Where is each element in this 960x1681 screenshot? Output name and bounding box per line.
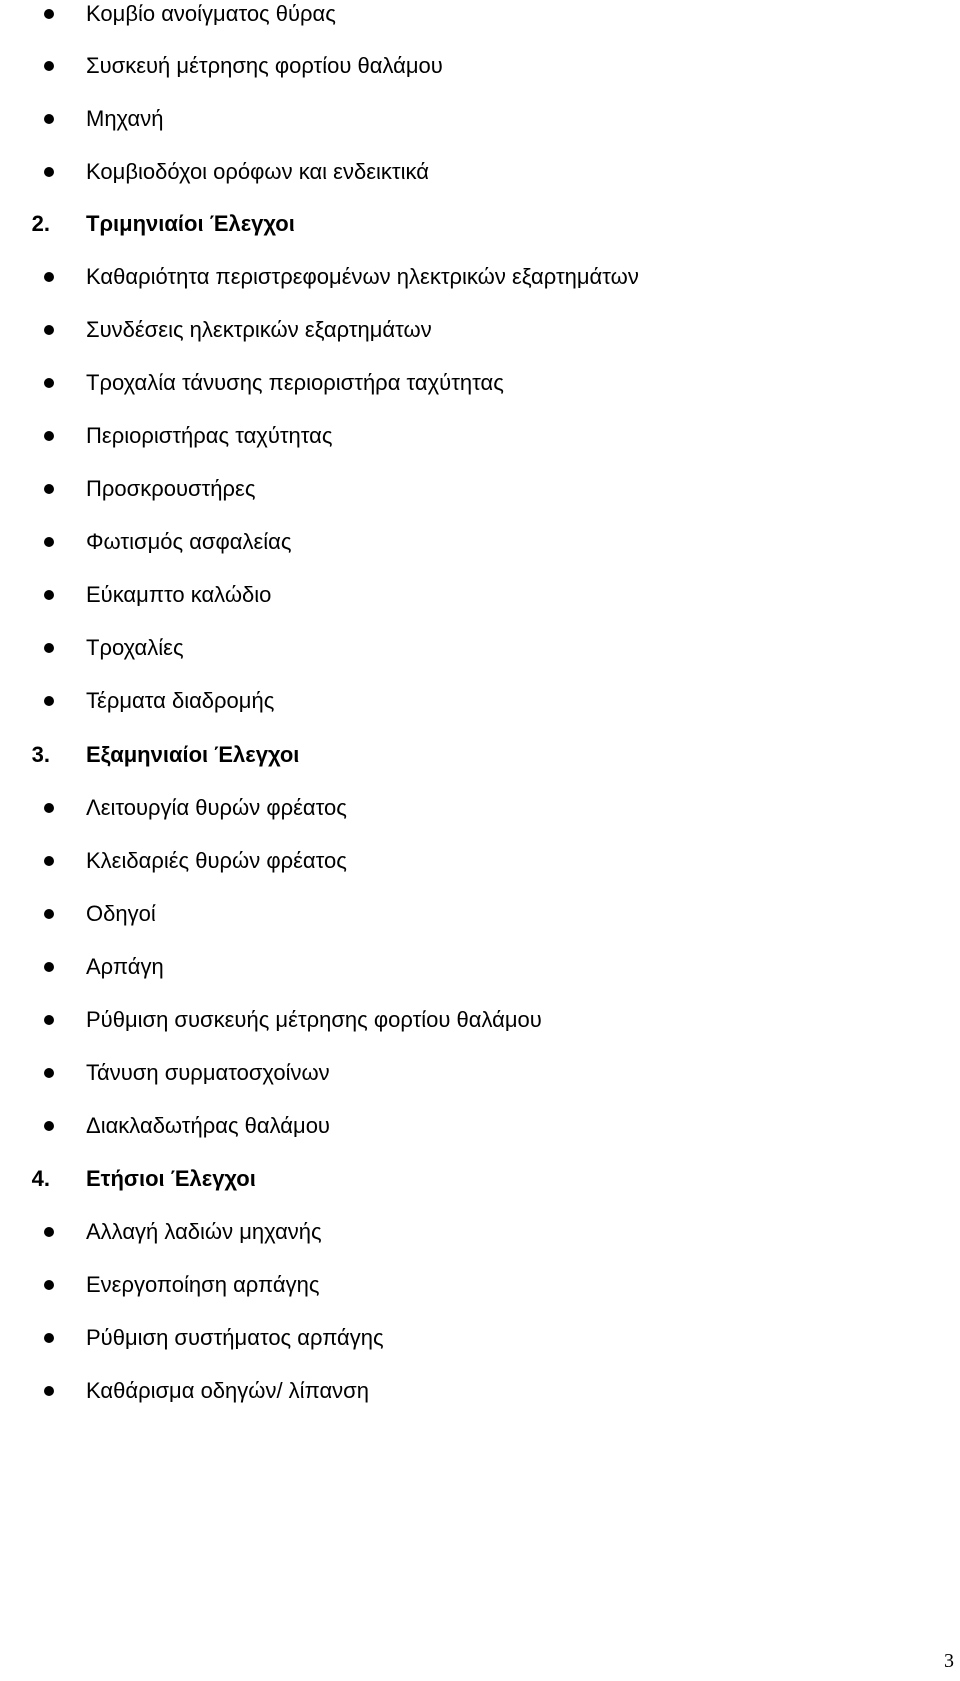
list-item-text: Περιοριστήρας ταχύτητας xyxy=(86,423,333,448)
page-number: 3 xyxy=(944,1650,954,1672)
bullet-icon xyxy=(44,590,54,600)
bullet-icon xyxy=(44,856,54,866)
list-item xyxy=(0,575,900,615)
list-item-text: Φωτισμός ασφαλείας xyxy=(86,529,292,554)
section-heading xyxy=(0,204,900,244)
bullet-icon xyxy=(44,484,54,494)
bullet-icon xyxy=(44,909,54,919)
list-item-text: Τροχαλία τάνυσης περιοριστήρα ταχύτητας xyxy=(86,370,504,395)
section-number: 3. xyxy=(31,742,50,767)
list-item xyxy=(0,99,900,139)
list-item-text: Εύκαμπτο καλώδιο xyxy=(86,582,272,607)
list-item-text: Μηχανή xyxy=(86,106,164,131)
list-item xyxy=(0,416,900,456)
list-item xyxy=(0,363,900,403)
list-item xyxy=(0,310,900,350)
list-item xyxy=(0,469,900,509)
list-item xyxy=(0,947,900,987)
bullet-icon xyxy=(44,9,54,19)
list-item xyxy=(0,681,900,721)
list-item xyxy=(0,1265,900,1305)
list-item-text: Καθάρισμα οδηγών/ λίπανση xyxy=(86,1378,369,1403)
list-item-text: Κομβιοδόχοι ορόφων και ενδεικτικά xyxy=(86,159,429,184)
list-item xyxy=(0,1371,900,1411)
bullet-icon xyxy=(44,962,54,972)
bullet-icon xyxy=(44,803,54,813)
list-item xyxy=(0,152,900,192)
list-item-text: Κλειδαριές θυρών φρέατος xyxy=(86,848,347,873)
list-item-text: Διακλαδωτήρας θαλάμου xyxy=(86,1113,330,1138)
list-item-text: Ενεργοποίηση αρπάγης xyxy=(86,1272,320,1297)
section-title: Ετήσιοι Έλεγχοι xyxy=(86,1166,256,1191)
bullet-icon xyxy=(44,272,54,282)
bullet-icon xyxy=(44,696,54,706)
list-item xyxy=(0,894,900,934)
bullet-icon xyxy=(44,431,54,441)
list-item-text: Λειτουργία θυρών φρέατος xyxy=(86,795,347,820)
list-item xyxy=(0,788,900,828)
bullet-icon xyxy=(44,537,54,547)
list-item-text: Κομβίο ανοίγματος θύρας xyxy=(86,1,336,26)
list-item xyxy=(0,0,900,34)
list-item-text: Ρύθμιση συστήματος αρπάγης xyxy=(86,1325,384,1350)
bullet-icon xyxy=(44,325,54,335)
list-item-text: Τροχαλίες xyxy=(86,635,184,660)
bullet-icon xyxy=(44,1015,54,1025)
bullet-icon xyxy=(44,114,54,124)
list-item-text: Προσκρουστήρες xyxy=(86,476,256,501)
list-item-text: Συσκευή μέτρησης φορτίου θαλάμου xyxy=(86,53,443,78)
section-title: Εξαμηνιαίοι Έλεγχοι xyxy=(86,742,300,767)
list-item xyxy=(0,1318,900,1358)
section-title: Τριμηνιαίοι Έλεγχοι xyxy=(86,211,295,236)
list-item xyxy=(0,522,900,562)
bullet-icon xyxy=(44,1386,54,1396)
section-heading xyxy=(0,735,900,775)
list-item-text: Αλλαγή λαδιών μηχανής xyxy=(86,1219,322,1244)
bullet-icon xyxy=(44,61,54,71)
section-number: 2. xyxy=(31,211,50,236)
bullet-icon xyxy=(44,643,54,653)
list-item-text: Ρύθμιση συσκευής μέτρησης φορτίου θαλάμου xyxy=(86,1007,542,1032)
list-item-text: Αρπάγη xyxy=(86,954,164,979)
list-item-text: Καθαριότητα περιστρεφομένων ηλεκτρικών εξαρτημάτων xyxy=(86,264,639,289)
list-item-text: Οδηγοί xyxy=(86,901,156,926)
bullet-icon xyxy=(44,1333,54,1343)
bullet-icon xyxy=(44,1227,54,1237)
bullet-icon xyxy=(44,1280,54,1290)
section-heading xyxy=(0,1159,900,1199)
list-item xyxy=(0,1000,900,1040)
list-item-text: Τέρματα διαδρομής xyxy=(86,688,275,713)
list-item xyxy=(0,1106,900,1146)
list-item-text: Τάνυση συρματοσχοίνων xyxy=(86,1060,330,1085)
bullet-icon xyxy=(44,1121,54,1131)
list-item xyxy=(0,628,900,668)
list-item xyxy=(0,841,900,881)
list-item xyxy=(0,257,900,297)
list-item-text: Συνδέσεις ηλεκτρικών εξαρτημάτων xyxy=(86,317,432,342)
list-item xyxy=(0,46,900,86)
section-number: 4. xyxy=(31,1166,50,1191)
bullet-icon xyxy=(44,1068,54,1078)
list-item xyxy=(0,1212,900,1252)
list-item xyxy=(0,1053,900,1093)
bullet-icon xyxy=(44,378,54,388)
bullet-icon xyxy=(44,167,54,177)
